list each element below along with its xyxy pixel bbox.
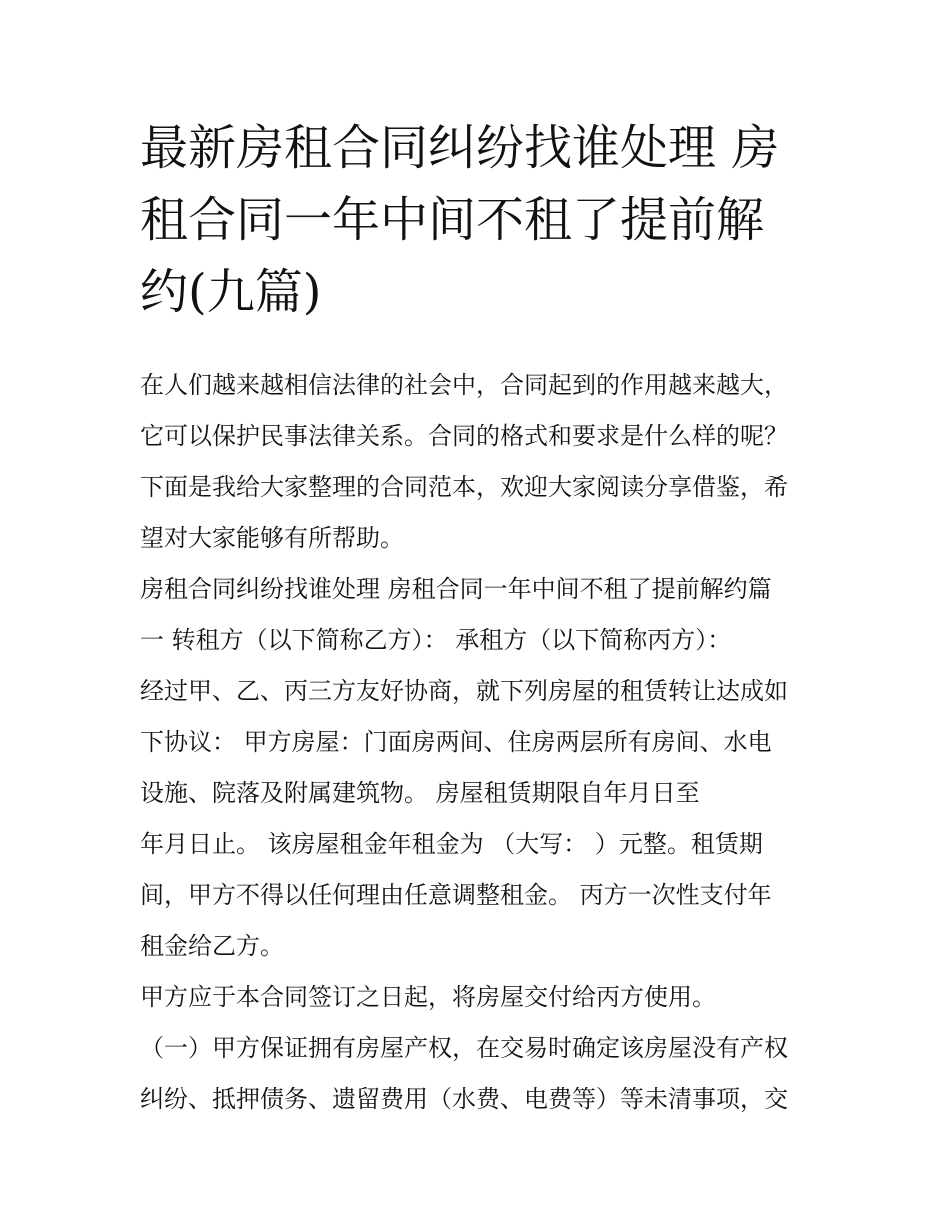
- body-line: 甲方应于本合同签订之日起，将房屋交付给丙方使用。: [140, 983, 716, 1011]
- body-line: 下面是我给大家整理的合同范本，欢迎大家阅读分享借鉴，希: [140, 473, 788, 501]
- title-line: 约(九篇): [140, 264, 322, 320]
- body-line: 它可以保护民事法律关系。合同的格式和要求是什么样的呢？: [140, 422, 788, 450]
- body-line: 间，甲方不得以任何理由任意调整租金。 丙方一次性支付年: [140, 881, 772, 909]
- document-title: [140, 112, 820, 328]
- body-line: 一 转租方（以下简称乙方）： 承租方（以下简称丙方）：: [140, 626, 732, 654]
- document-body: [140, 360, 820, 1125]
- body-line: 在人们越来越相信法律的社会中，合同起到的作用越来越大，: [140, 371, 788, 399]
- body-line: 租金给乙方。: [140, 932, 284, 960]
- body-line: 设施、院落及附属建筑物。 房屋租赁期限自年月日至: [140, 779, 700, 807]
- body-line: 房租合同纠纷找谁处理 房租合同一年中间不租了提前解约篇: [140, 575, 772, 603]
- body-line: 纠纷、抵押债务、遗留费用（水费、电费等）等未清事项，交: [140, 1085, 788, 1113]
- body-line: （一）甲方保证拥有房屋产权，在交易时确定该房屋没有产权: [140, 1034, 788, 1062]
- body-line: 望对大家能够有所帮助。: [140, 524, 404, 552]
- body-line: 年月日止。 该房屋租金年租金为 （大写： ）元整。租赁期: [140, 830, 763, 858]
- body-line: 经过甲、乙、丙三方友好协商，就下列房屋的租赁转让达成如: [140, 677, 788, 705]
- title-line: 最新房租合同纠纷找谁处理 房: [140, 120, 780, 176]
- title-line: 租合同一年中间不租了提前解: [140, 192, 765, 248]
- body-line: 下协议： 甲方房屋：门面房两间、住房两层所有房间、水电: [140, 728, 772, 756]
